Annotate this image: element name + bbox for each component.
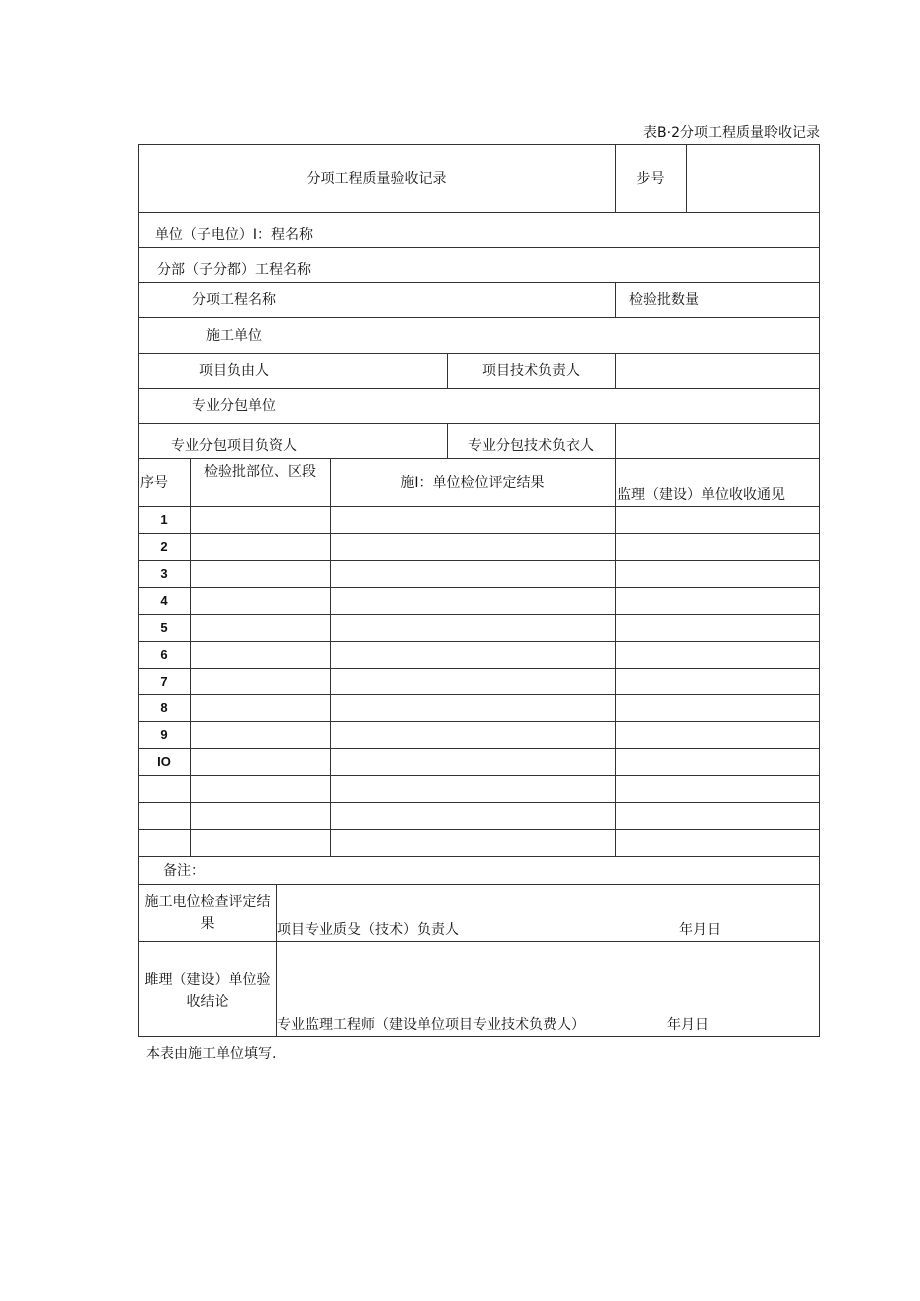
row-number: IO: [157, 754, 171, 769]
location-cell[interactable]: [192, 696, 328, 719]
row-number: 1: [160, 512, 168, 527]
row-divider: [138, 748, 820, 749]
project-manager-field[interactable]: [334, 357, 444, 385]
subitem-label: 分项工程名称: [192, 292, 276, 308]
result-cell[interactable]: [332, 508, 613, 531]
sub-project-manager-label: 专业分包项目负资人: [171, 438, 297, 454]
location-cell[interactable]: [192, 777, 328, 800]
unit-project-field[interactable]: [334, 216, 814, 244]
result-cell[interactable]: [332, 616, 613, 639]
location-cell[interactable]: [192, 670, 328, 692]
header-acceptance: 监理（建设）单位收收通见: [617, 487, 785, 503]
result-cell[interactable]: [332, 643, 613, 666]
row-divider: [138, 775, 820, 776]
sub-tech-lead-field[interactable]: [619, 427, 815, 455]
result-cell[interactable]: [332, 670, 613, 692]
batch-count-label: 检验批数量: [629, 292, 699, 308]
divider: [138, 423, 820, 424]
subcontractor-field[interactable]: [334, 392, 814, 420]
row-number: 3: [160, 566, 168, 581]
location-cell[interactable]: [192, 535, 328, 558]
acceptance-cell[interactable]: [617, 723, 817, 746]
location-cell[interactable]: [192, 723, 328, 746]
acceptance-cell[interactable]: [617, 696, 817, 719]
result-cell[interactable]: [332, 831, 613, 854]
acceptance-cell[interactable]: [617, 589, 817, 612]
serial-label: 步号: [636, 171, 665, 187]
result-cell[interactable]: [332, 804, 613, 827]
unit-project-label: 单位（子电位）I：程名称: [154, 227, 314, 243]
result-cell[interactable]: [332, 535, 613, 558]
form-title: 分项工程质量验收记录: [306, 171, 447, 187]
acceptance-cell[interactable]: [617, 777, 817, 800]
divider: [330, 458, 331, 856]
row-number: 5: [160, 620, 168, 635]
acceptance-cell[interactable]: [617, 804, 817, 827]
location-cell[interactable]: [192, 562, 328, 585]
row-number: 4: [160, 593, 168, 608]
location-cell[interactable]: [192, 750, 328, 773]
divider: [138, 282, 820, 283]
result-cell[interactable]: [332, 777, 613, 800]
row-divider: [138, 694, 820, 695]
project-manager-label: 项目负由人: [199, 363, 269, 379]
row-number: 7: [160, 674, 168, 689]
row-divider: [138, 560, 820, 561]
divider: [138, 353, 820, 354]
divider: [138, 458, 820, 459]
acceptance-cell[interactable]: [617, 562, 817, 585]
supervisor-conclusion-label: 雎理（建设）单位验收结论: [144, 972, 271, 1010]
acceptance-cell[interactable]: [617, 616, 817, 639]
divider: [615, 282, 616, 317]
row-number: 9: [160, 727, 168, 742]
divider: [276, 884, 277, 1036]
acceptance-cell[interactable]: [617, 643, 817, 666]
acceptance-cell[interactable]: [617, 831, 817, 854]
sub-project-manager-field[interactable]: [334, 427, 444, 455]
tech-lead-field[interactable]: [619, 357, 815, 385]
frame-top: [138, 144, 820, 145]
contractor-result-label: 施工电位检查评定结果: [144, 894, 271, 932]
row-divider: [138, 721, 820, 722]
row-number: 8: [160, 700, 168, 715]
location-cell[interactable]: [192, 804, 328, 827]
tech-lead-label: 项目技术负责人: [482, 363, 580, 379]
supervisor-conclusion-date: 年月日: [667, 1017, 709, 1033]
row-divider: [138, 668, 820, 669]
contractor-result-signer: 项目专业质殳（技术）负责人: [277, 922, 459, 938]
row-divider: [138, 802, 820, 803]
subitem-field[interactable]: [334, 286, 612, 314]
divider: [615, 423, 616, 458]
table-code: 表B·2分项工程质量聆收记录: [643, 125, 820, 141]
subcontractor-label: 专业分包单位: [192, 398, 276, 414]
row-divider: [138, 641, 820, 642]
divider: [686, 144, 687, 212]
header-location: 检验批部位、区段: [204, 464, 316, 480]
serial-field[interactable]: [690, 148, 814, 208]
frame-right: [819, 144, 820, 1037]
row-number: 6: [160, 647, 168, 662]
divider: [615, 353, 616, 388]
divider: [138, 884, 820, 885]
subdivision-label: 分部（子分都）工程名称: [157, 262, 311, 278]
contractor-result-date: 年月日: [679, 922, 721, 938]
divider: [138, 506, 820, 507]
location-cell[interactable]: [192, 831, 328, 854]
frame-bottom: [138, 1036, 820, 1037]
result-cell[interactable]: [332, 562, 613, 585]
divider: [190, 458, 191, 856]
acceptance-cell[interactable]: [617, 535, 817, 558]
row-divider: [138, 829, 820, 830]
row-number: 2: [160, 539, 168, 554]
acceptance-cell[interactable]: [617, 750, 817, 773]
result-cell[interactable]: [332, 589, 613, 612]
divider: [138, 856, 820, 857]
result-cell[interactable]: [332, 750, 613, 773]
divider: [615, 458, 616, 856]
footnote: 本表由施工单位填写.: [146, 1046, 277, 1062]
supervisor-conclusion-signer: 专业监理工程师（建设单位项目专业技术负费人）: [277, 1017, 585, 1033]
acceptance-cell[interactable]: [617, 670, 817, 692]
row-divider: [138, 533, 820, 534]
divider: [138, 941, 820, 942]
divider: [138, 317, 820, 318]
location-cell[interactable]: [192, 589, 328, 612]
divider: [138, 212, 820, 213]
acceptance-cell[interactable]: [617, 508, 817, 531]
divider: [138, 247, 820, 248]
subdivision-field[interactable]: [334, 251, 814, 279]
header-seq: 序号: [140, 475, 168, 491]
header-result: 施I：单位检位评定结果: [400, 475, 545, 491]
result-cell[interactable]: [332, 723, 613, 746]
sub-tech-lead-label: 专业分包技术负衣人: [468, 438, 594, 454]
contractor-field[interactable]: [334, 321, 814, 349]
location-cell[interactable]: [192, 508, 328, 531]
location-cell[interactable]: [192, 616, 328, 639]
remarks-field[interactable]: [210, 859, 815, 881]
divider: [138, 388, 820, 389]
row-divider: [138, 587, 820, 588]
contractor-label: 施工单位: [206, 328, 262, 344]
location-cell[interactable]: [192, 643, 328, 666]
result-cell[interactable]: [332, 696, 613, 719]
remarks-label: 备注：: [163, 863, 205, 879]
row-divider: [138, 614, 820, 615]
